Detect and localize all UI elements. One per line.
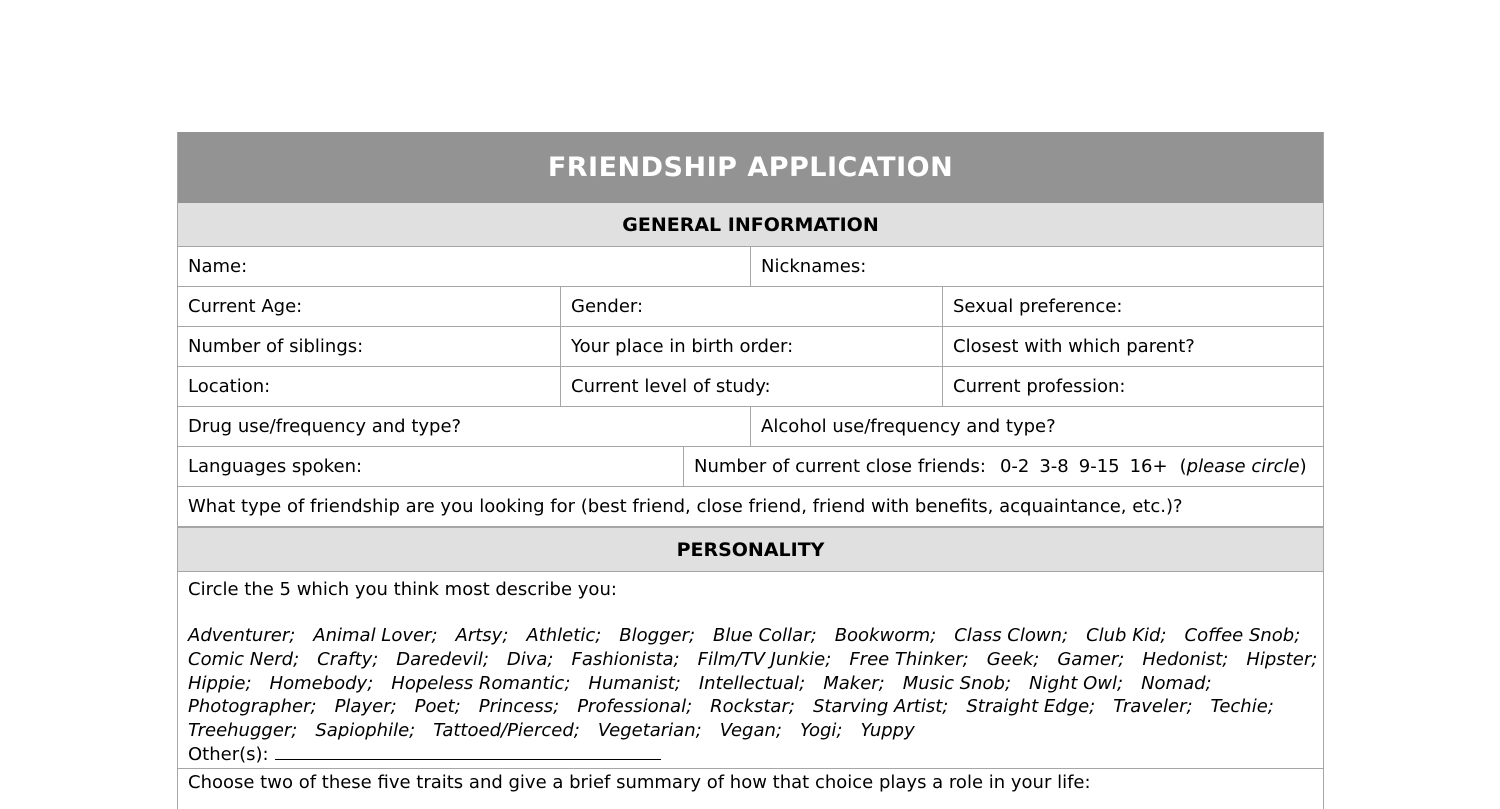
trait-option[interactable]: Rockstar; [710,696,795,718]
trait-option[interactable]: Comic Nerd; [188,648,300,670]
form-title: FRIENDSHIP APPLICATION [178,132,1323,203]
others-line[interactable] [188,743,1313,766]
row-age [178,287,1323,327]
friend-option-16-plus[interactable]: 16+ [1129,456,1168,477]
trait-option[interactable]: Poet; [414,696,461,718]
trait-option[interactable]: Free Thinker; [849,648,969,670]
trait-option[interactable]: Gamer; [1057,648,1125,670]
trait-option[interactable]: Vegetarian; [597,720,702,742]
trait-option[interactable]: Vegan; [719,720,782,742]
alcohol-use-field[interactable]: Alcohol use/frequency and type? [750,407,1323,446]
trait-line [188,719,1313,743]
trait-option[interactable]: Daredevil; [396,648,489,670]
trait-option[interactable]: Princess; [478,696,560,718]
trait-option[interactable]: Professional; [577,696,693,718]
row-siblings [178,327,1323,367]
trait-option[interactable]: Player; [334,696,397,718]
trait-option[interactable]: Nomad; [1141,672,1212,694]
row-substances [178,407,1323,447]
trait-option[interactable]: Crafty; [317,648,379,670]
trait-option[interactable]: Artsy; [455,625,509,646]
personality-traits-block [178,572,1323,769]
others-blank[interactable] [275,745,661,760]
birth-order-field[interactable]: Your place in birth order: [560,327,942,366]
row-name [178,247,1323,287]
trait-option[interactable]: Geek; [986,648,1040,670]
profession-field[interactable]: Current profession: [942,367,1323,406]
trait-option[interactable]: Tattoed/Pierced; [433,720,580,742]
section-personality: PERSONALITY [178,527,1323,572]
others-label: Other(s): [188,743,269,765]
trait-option[interactable]: Blogger; [619,625,696,646]
trait-option[interactable]: Yogi; [799,720,843,742]
please-circle-note: (please circle) [1179,456,1307,477]
row-location [178,367,1323,407]
trait-option[interactable]: Homebody; [269,672,374,694]
section-general-information: GENERAL INFORMATION [178,203,1323,247]
drug-use-field[interactable]: Drug use/frequency and type? [188,416,462,437]
trait-option[interactable]: Hippie; [188,672,252,694]
trait-option[interactable]: Humanist; [588,672,681,694]
trait-option[interactable]: Diva; [506,648,554,670]
name-field[interactable]: Name: [188,256,248,277]
trait-option[interactable]: Techie; [1210,696,1274,718]
trait-option[interactable]: Treehugger; [188,720,298,742]
trait-option[interactable]: Photographer; [188,696,317,718]
trait-line [188,624,1313,648]
friendship-type-field[interactable]: What type of friendship are you looking for (best friend, close friend, friend with benefits, acquaintance, etc.)? [188,496,1183,517]
trait-option[interactable]: Intellectual; [698,672,806,694]
traits-instructions: Circle the 5 which you think most describe you: [188,579,617,600]
friend-option-0-2[interactable]: 0-2 [999,456,1030,477]
trait-option[interactable]: Yuppy [860,720,915,742]
trait-option[interactable]: Night Owl; [1029,672,1124,694]
current-age-field[interactable]: Current Age: [188,296,303,317]
friend-option-9-15[interactable]: 9-15 [1078,456,1120,477]
trait-line [188,695,1313,719]
friend-option-3-8[interactable]: 3-8 [1039,456,1069,477]
languages-field[interactable]: Languages spoken: [188,456,363,477]
trait-option[interactable]: Animal Lover; [313,625,438,646]
trait-option[interactable]: Athletic; [526,625,602,646]
sexual-preference-field[interactable]: Sexual preference: [942,287,1323,326]
study-level-field[interactable]: Current level of study: [560,367,942,406]
close-friends-label: Number of current close friends: [694,456,986,477]
trait-option[interactable]: Straight Edge; [966,696,1096,718]
trait-option[interactable]: Sapiophile; [315,720,416,742]
trait-option[interactable]: Class Clown; [954,625,1069,646]
nicknames-field[interactable]: Nicknames: [750,247,1323,286]
siblings-field[interactable]: Number of siblings: [188,336,364,357]
trait-option[interactable]: Hedonist; [1142,648,1229,670]
row-languages [178,447,1323,487]
trait-option[interactable]: Coffee Snob; [1184,625,1301,646]
trait-option[interactable]: Hopeless Romantic; [391,672,571,694]
close-friends-field [683,447,1323,486]
traits-summary-prompt: Choose two of these five traits and give a brief summary of how that choice plays a role in your life: [188,772,1091,793]
gender-field[interactable]: Gender: [560,287,942,326]
friendship-application-form [177,132,1324,809]
trait-option[interactable]: Fashionista; [571,648,680,670]
row-friendship-type [178,487,1323,527]
trait-option[interactable]: Film/TV Junkie; [697,648,832,670]
trait-line [188,672,1313,696]
trait-line [188,648,1318,672]
trait-option[interactable]: Adventurer; [188,625,296,646]
trait-option[interactable]: Hipster; [1246,648,1318,670]
location-field[interactable]: Location: [188,376,271,397]
trait-option[interactable]: Bookworm; [834,625,937,646]
trait-option[interactable]: Music Snob; [902,672,1012,694]
trait-list [188,624,1318,743]
trait-option[interactable]: Blue Collar; [713,625,817,646]
trait-option[interactable]: Maker; [823,672,885,694]
trait-option[interactable]: Club Kid; [1086,625,1167,646]
trait-option[interactable]: Starving Artist; [812,696,949,718]
closest-parent-field[interactable]: Closest with which parent? [942,327,1323,366]
trait-option[interactable]: Traveler; [1113,696,1193,718]
